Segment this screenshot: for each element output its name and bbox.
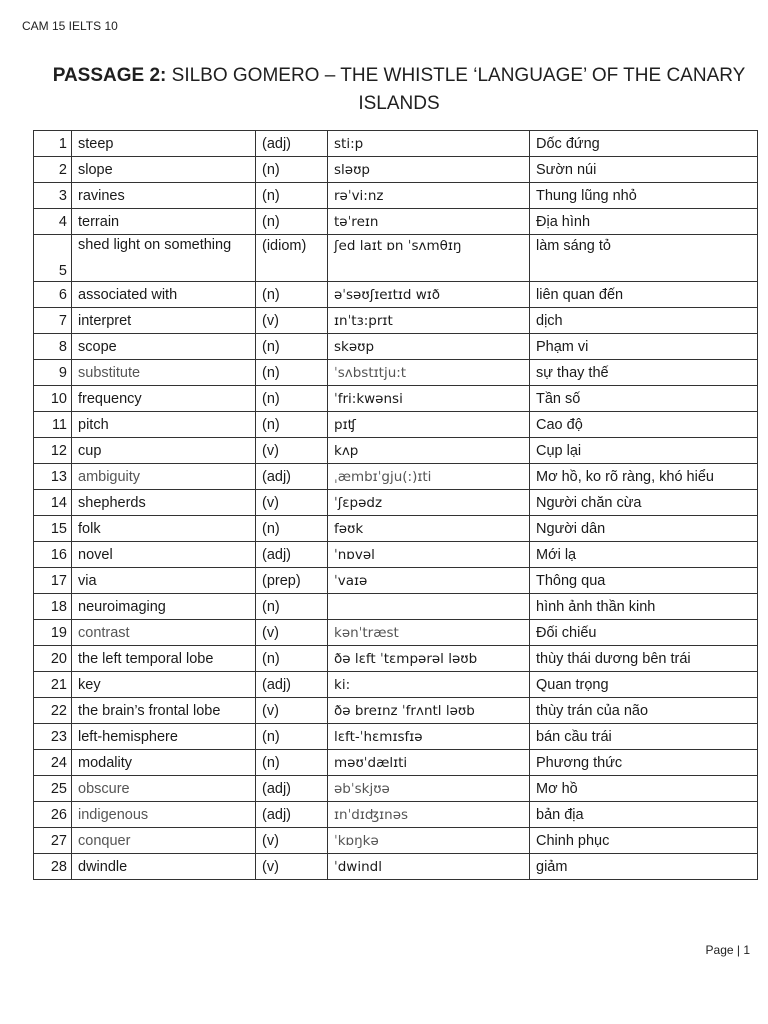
part-of-speech: (n) <box>256 360 328 386</box>
part-of-speech: (adj) <box>256 672 328 698</box>
vocab-word: terrain <box>72 209 256 235</box>
part-of-speech: (idiom) <box>256 235 328 282</box>
ipa-transcription: sti:p <box>328 131 530 157</box>
table-row <box>34 724 758 750</box>
row-number: 15 <box>34 516 72 542</box>
row-number: 28 <box>34 854 72 880</box>
row-number: 27 <box>34 828 72 854</box>
table-row <box>34 209 758 235</box>
ipa-transcription: kənˈtræst <box>328 620 530 646</box>
vietnamese-meaning: Cụp lại <box>530 438 758 464</box>
row-number: 23 <box>34 724 72 750</box>
page-number: Page | 1 <box>705 943 750 957</box>
table-row <box>34 646 758 672</box>
part-of-speech: (n) <box>256 516 328 542</box>
part-of-speech: (adj) <box>256 802 328 828</box>
vocab-word: steep <box>72 131 256 157</box>
title-lead: PASSAGE 2: <box>52 65 167 86</box>
table-row <box>34 516 758 542</box>
part-of-speech: (n) <box>256 282 328 308</box>
table-row <box>34 412 758 438</box>
table-row <box>34 828 758 854</box>
ipa-transcription: ˈʃɛpədz <box>328 490 530 516</box>
table-row <box>34 183 758 209</box>
vocab-word: interpret <box>72 308 256 334</box>
row-number: 6 <box>34 282 72 308</box>
vocab-word: the left temporal lobe <box>72 646 256 672</box>
ipa-transcription: lɛft-ˈhɛmɪsfɪə <box>328 724 530 750</box>
ipa-transcription: sləʊp <box>328 157 530 183</box>
vietnamese-meaning: giảm <box>530 854 758 880</box>
part-of-speech: (adj) <box>256 776 328 802</box>
table-row <box>34 157 758 183</box>
ipa-transcription: ˈvaɪə <box>328 568 530 594</box>
part-of-speech: (v) <box>256 490 328 516</box>
page-title <box>40 62 758 118</box>
vietnamese-meaning: Dốc đứng <box>530 131 758 157</box>
vietnamese-meaning: làm sáng tỏ <box>530 235 758 282</box>
ipa-transcription: ɪnˈdɪʤɪnəs <box>328 802 530 828</box>
vocab-word: via <box>72 568 256 594</box>
vocab-word: key <box>72 672 256 698</box>
ipa-transcription: ki: <box>328 672 530 698</box>
row-number: 11 <box>34 412 72 438</box>
ipa-transcription: fəʊk <box>328 516 530 542</box>
table-row <box>34 568 758 594</box>
part-of-speech: (v) <box>256 698 328 724</box>
vocab-word: substitute <box>72 360 256 386</box>
table-row <box>34 620 758 646</box>
table-row <box>34 235 758 282</box>
ipa-transcription: ˈnɒvəl <box>328 542 530 568</box>
table-row <box>34 776 758 802</box>
row-number: 8 <box>34 334 72 360</box>
row-number: 24 <box>34 750 72 776</box>
table-row <box>34 308 758 334</box>
part-of-speech: (v) <box>256 620 328 646</box>
vocab-word: dwindle <box>72 854 256 880</box>
row-number: 19 <box>34 620 72 646</box>
row-number: 7 <box>34 308 72 334</box>
ipa-transcription: rəˈvi:nz <box>328 183 530 209</box>
part-of-speech: (n) <box>256 724 328 750</box>
table-row <box>34 438 758 464</box>
table-row <box>34 131 758 157</box>
vocab-word: cup <box>72 438 256 464</box>
part-of-speech: (n) <box>256 334 328 360</box>
table-row <box>34 360 758 386</box>
vocabulary-table-body <box>34 131 758 880</box>
ipa-transcription: ðə lɛft ˈtɛmpərəl ləʊb <box>328 646 530 672</box>
row-number: 9 <box>34 360 72 386</box>
part-of-speech: (adj) <box>256 131 328 157</box>
row-number: 4 <box>34 209 72 235</box>
ipa-transcription: məʊˈdælɪti <box>328 750 530 776</box>
table-row <box>34 464 758 490</box>
ipa-transcription: ʃed laɪt ɒn ˈsʌmθɪŋ <box>328 235 530 282</box>
table-row <box>34 386 758 412</box>
row-number: 1 <box>34 131 72 157</box>
ipa-transcription: əbˈskjʊə <box>328 776 530 802</box>
table-row <box>34 490 758 516</box>
vietnamese-meaning: Tần số <box>530 386 758 412</box>
row-number: 16 <box>34 542 72 568</box>
vietnamese-meaning: Mơ hồ, ko rõ ràng, khó hiểu <box>530 464 758 490</box>
vietnamese-meaning: thùy thái dương bên trái <box>530 646 758 672</box>
vietnamese-meaning: liên quan đến <box>530 282 758 308</box>
vietnamese-meaning: sự thay thế <box>530 360 758 386</box>
document-header-note: CAM 15 IELTS 10 <box>22 19 118 33</box>
table-row <box>34 282 758 308</box>
ipa-transcription: pɪʧ <box>328 412 530 438</box>
row-number: 12 <box>34 438 72 464</box>
ipa-transcription: ˌæmbɪˈgju(:)ɪti <box>328 464 530 490</box>
table-row <box>34 854 758 880</box>
part-of-speech: (adj) <box>256 542 328 568</box>
vietnamese-meaning: Mơ hồ <box>530 776 758 802</box>
row-number: 2 <box>34 157 72 183</box>
ipa-transcription: ˈfri:kwənsi <box>328 386 530 412</box>
part-of-speech: (adj) <box>256 464 328 490</box>
table-row <box>34 672 758 698</box>
row-number: 10 <box>34 386 72 412</box>
table-row <box>34 334 758 360</box>
vietnamese-meaning: hình ảnh thần kinh <box>530 594 758 620</box>
part-of-speech: (v) <box>256 854 328 880</box>
vietnamese-meaning: Đối chiếu <box>530 620 758 646</box>
vietnamese-meaning: Thung lũng nhỏ <box>530 183 758 209</box>
vietnamese-meaning: Thông qua <box>530 568 758 594</box>
vietnamese-meaning: thùy trán của não <box>530 698 758 724</box>
vietnamese-meaning: Người dân <box>530 516 758 542</box>
row-number: 22 <box>34 698 72 724</box>
vocab-word: indigenous <box>72 802 256 828</box>
table-row <box>34 802 758 828</box>
vocab-word: conquer <box>72 828 256 854</box>
part-of-speech: (prep) <box>256 568 328 594</box>
vocab-word: shed light on something <box>72 235 256 282</box>
vocab-word: scope <box>72 334 256 360</box>
part-of-speech: (n) <box>256 209 328 235</box>
row-number: 18 <box>34 594 72 620</box>
vocab-word: contrast <box>72 620 256 646</box>
ipa-transcription: kʌp <box>328 438 530 464</box>
vietnamese-meaning: dịch <box>530 308 758 334</box>
part-of-speech: (n) <box>256 183 328 209</box>
part-of-speech: (v) <box>256 438 328 464</box>
row-number: 13 <box>34 464 72 490</box>
row-number: 25 <box>34 776 72 802</box>
vietnamese-meaning: Phương thức <box>530 750 758 776</box>
row-number: 5 <box>34 235 72 282</box>
vocabulary-table <box>33 130 758 880</box>
vietnamese-meaning: Mới lạ <box>530 542 758 568</box>
ipa-transcription <box>328 594 530 620</box>
vocab-word: frequency <box>72 386 256 412</box>
vocab-word: the brain’s frontal lobe <box>72 698 256 724</box>
part-of-speech: (v) <box>256 308 328 334</box>
ipa-transcription: ˈdwindl <box>328 854 530 880</box>
vietnamese-meaning: bán cầu trái <box>530 724 758 750</box>
table-row <box>34 542 758 568</box>
part-of-speech: (v) <box>256 828 328 854</box>
ipa-transcription: ˈkɒŋkə <box>328 828 530 854</box>
vocab-word: left-hemisphere <box>72 724 256 750</box>
vocab-word: slope <box>72 157 256 183</box>
ipa-transcription: əˈsəʊʃɪeɪtɪd wɪð <box>328 282 530 308</box>
vocab-word: modality <box>72 750 256 776</box>
row-number: 3 <box>34 183 72 209</box>
title-rest: SILBO GOMERO – THE WHISTLE ‘LANGUAGE’ OF THE CANARY ISLANDS <box>171 65 746 114</box>
vocab-word: novel <box>72 542 256 568</box>
vocab-word: folk <box>72 516 256 542</box>
table-row <box>34 698 758 724</box>
vietnamese-meaning: Sườn núi <box>530 157 758 183</box>
part-of-speech: (n) <box>256 594 328 620</box>
vocab-word: ambiguity <box>72 464 256 490</box>
row-number: 26 <box>34 802 72 828</box>
vietnamese-meaning: Chinh phục <box>530 828 758 854</box>
row-number: 21 <box>34 672 72 698</box>
ipa-transcription: ðə breɪnz ˈfrʌntl ləʊb <box>328 698 530 724</box>
vocab-word: obscure <box>72 776 256 802</box>
row-number: 20 <box>34 646 72 672</box>
vietnamese-meaning: Địa hình <box>530 209 758 235</box>
vietnamese-meaning: Quan trọng <box>530 672 758 698</box>
part-of-speech: (n) <box>256 157 328 183</box>
part-of-speech: (n) <box>256 412 328 438</box>
vietnamese-meaning: Phạm vi <box>530 334 758 360</box>
row-number: 14 <box>34 490 72 516</box>
vocab-word: shepherds <box>72 490 256 516</box>
table-row <box>34 594 758 620</box>
vietnamese-meaning: bản địa <box>530 802 758 828</box>
part-of-speech: (n) <box>256 386 328 412</box>
table-row <box>34 750 758 776</box>
vietnamese-meaning: Người chăn cừa <box>530 490 758 516</box>
ipa-transcription: skəʊp <box>328 334 530 360</box>
ipa-transcription: ɪnˈtɜ:prɪt <box>328 308 530 334</box>
part-of-speech: (n) <box>256 646 328 672</box>
row-number: 17 <box>34 568 72 594</box>
vocab-word: ravines <box>72 183 256 209</box>
vocab-word: pitch <box>72 412 256 438</box>
vocab-word: neuroimaging <box>72 594 256 620</box>
vietnamese-meaning: Cao độ <box>530 412 758 438</box>
ipa-transcription: ˈsʌbstɪtju:t <box>328 360 530 386</box>
part-of-speech: (n) <box>256 750 328 776</box>
vocab-word: associated with <box>72 282 256 308</box>
ipa-transcription: təˈreɪn <box>328 209 530 235</box>
